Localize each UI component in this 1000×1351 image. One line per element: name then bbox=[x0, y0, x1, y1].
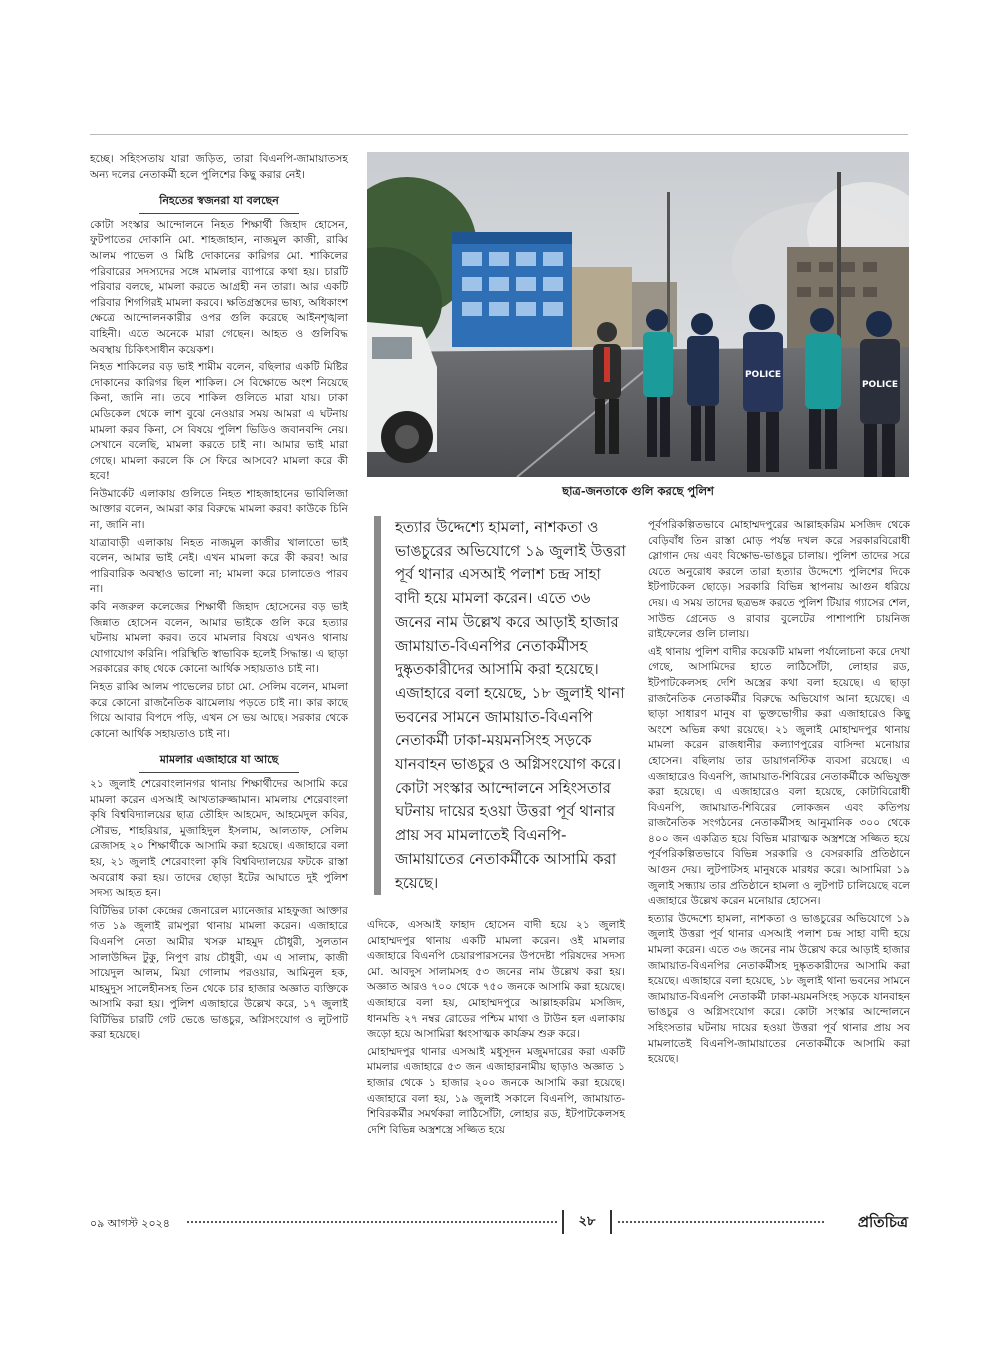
left-paragraph: বিটিভির ঢাকা কেন্দ্রের জেনারেল ম্যানেজার মাহফুজা আক্তার গত ১৯ জুলাই রামপুরা থানায় মামলা করেন। এজাহারে বিএনপি নেতা আমীর খসরু মাহমুদ চৌধুরী, সুলতান সালাউদ্দিন টুকু, নিপুণ রায় চৌধুরী, এম এ সালাম, কাজী সায়েদুল আলম, মিয়া গোলাম পরওয়ার, আমিনুল হক, মাহমুদুস সালেহীনসহ তিন থেকে চার হাজার অজ্ঞাত ব্যক্তিকে আসামি করা হয়। পুলিশ এজাহারে উল্লেখ করে, ১৭ জুলাই বিটিভির চারটি গেট ভেঙে ভাঙচুর, অগ্নিসংযোগ ও লুটপাট করা হয়েছে। bbox=[90, 904, 348, 1042]
middle-column bbox=[367, 918, 625, 1140]
subhead-underline bbox=[139, 213, 299, 214]
page-number: ২৮ bbox=[562, 1210, 612, 1234]
photo-caption: ছাত্র-জনতাকে গুলি করছে পুলিশ bbox=[562, 484, 714, 498]
left-paragraph: ২১ জুলাই শেরেবাংলানগর থানায় শিক্ষার্থীদের আসামি করে মামলা করেন এসআই আখতারুজ্জামান। মামলায় শেরেবাংলা কৃষি বিশ্ববিদ্যালয়ের ছাত্র তৌহিদ আহমেদ, আহমেদুল কবির, সৌরভ, শাহরিয়ার, মুজাহিদুল ইসলাম, আলতাফ, সেলিম রেজাসহ ২০ শিক্ষার্থীকে আসামি করা হয়েছে। এজাহারে বলা হয়, ২১ জুলাই শেরেবাংলা কৃষি বিশ্ববিদ্যালয়ের ফটকে রাস্তা অবরোধ করা হয়। তাদের ছোড়া ইটের আঘাতে দুই পুলিশ সদস্য আহত হন। bbox=[90, 777, 348, 900]
left-paragraph: নিহত শাকিলের বড় ভাই শামীম বলেন, বছিলার একটি মিষ্টির দোকানের কারিগর ছিল শাকিল। সে বিক্ষোভে অংশ নিয়েছে কিনা, জানি না। তবে শাকিল গুলিতে মারা যায়। ঢাকা মেডিকেল থেকে লাশ বুঝে নেওয়ার সময় আমরা এ ঘটনায় মামলা করব কিনা, সে বিষয়ে পুলিশ ভিডিও জবানবন্দি নেয়। সেখানে বলেছি, মামলা করতে চাই না। আমার ভাই মারা গেছে। মামলা করলে কি সে ফিরে আসবে? মামলা করে কী হবে! bbox=[90, 361, 348, 483]
left-paragraph: নিহত রাব্বি আলম পাভেলের চাচা মো. সেলিম বলেন, মামলা করে কোনো রাজনৈতিক ঝামেলায় পড়তে চাই না। কার কাছে গিয়ে আবার বিপদে পড়ি, এখন সে ভয় আছে। সরকার থেকে কোনো আর্থিক সহায়তাও চাই না। bbox=[90, 681, 348, 740]
right-paragraph: পূর্বপরিকল্পিতভাবে মোহাম্মদপুরের আল্লাহকরিম মসজিদ থেকে বেড়িবাঁধ তিন রাস্তা মোড় পর্যন্ত দখল করে সরকারবিরোধী স্লোগান দেয় এবং বিক্ষোভ-ভাঙচুর চালায়। পুলিশ তাদের সরে যেতে অনুরোধ করলে তারা হত্যার উদ্দেশ্যে পুলিশের দিকে ইটপাটকেল ছোড়ে। সরকারি বিভিন্ন স্থাপনায় আগুন ধরিয়ে দেয়। এ সময় তাদের ছত্রভঙ্গ করতে পুলিশ টিয়ার গ্যাসের শেল, সাউন্ড গ্রেনেড ও রাবার বুলেটের পাশাপাশি চায়নিজ রাইফেলের গুলি চালায়। bbox=[648, 519, 910, 641]
left-intro: হচ্ছে। সহিংসতায় যারা জড়িত, তারা বিএনপি-জামায়াতসহ অন্য দলের নেতাকর্মী হলে পুলিশের কিছু করার নেই। bbox=[90, 153, 348, 181]
top-rule bbox=[90, 134, 908, 135]
subhead-case-statement: মামলার এজাহারে যা আছে bbox=[159, 753, 279, 767]
left-paragraph: নিউমার্কেট এলাকায় গুলিতে নিহত শাহজাহানের ভাবিলিজা আক্তার বলেন, আমরা কার বিরুদ্ধে মামলা করব! কাউকে চিনি না, জানি না। bbox=[90, 487, 348, 532]
subhead-relatives: নিহতের স্বজনরা যা বলছেন bbox=[159, 194, 279, 208]
issue-date: ০৯ আগস্ট ২০২৪ bbox=[90, 1217, 170, 1230]
right-paragraph: এই থানায় পুলিশ বাদীর কয়েকটি মামলা পর্যালোচনা করে দেখা গেছে, আসামিদের হাতে লাঠিসোঁটা, লোহার রড, ইটপাটকেলসহ দেশি অস্ত্রের কথা বলা হয়েছে। এ ছাড়া রাজনৈতিক নেতাকর্মীর বিরুদ্ধে অভিযোগ আনা হয়েছে। এ ছাড়া সাধারণ মানুষ বা ভুক্তভোগীর করা এজাহারেও কিছু অংশে অভিন্ন কথা রয়েছে। ২১ জুলাই মোহাম্মদপুর থানায় মামলা করেন রাজধানীর কল্যাণপুরের বাসিন্দা মনোয়ার হোসেন। বছিলায় তার ডায়াগনস্টিক ব্যবসা রয়েছে। এ এজাহারেও বিএনপি, জামায়াত-শিবিরের নেতাকর্মীকে অভিযুক্ত করা হয়েছে। এ এজাহারেও বলা হয়েছে, কোটাবিরোধী বিএনপি, জামায়াত-শিবিরের লোকজন এবং কতিপয় রাজনৈতিক সংগঠনের নেতাকর্মীসহ আনুমানিক ৩০০ থেকে ৪০০ জন একত্রিত হয়ে বিভিন্ন মারাত্মক অস্ত্রশস্ত্রে সজ্জিত হয়ে পূর্বপরিকল্পিতভাবে বিভিন্ন সরকারি ও বেসরকারি প্রতিষ্ঠানে আগুন দেয়। লুটপাটসহ মানুষকে মারধর করে। আসামিরা ১৯ জুলাই সন্ধ্যায় তার প্রতিষ্ঠানে হামলা ও লুটপাট চালিয়েছে বলে এজাহারে উল্লেখ করেন মনোয়ার হোসেন। bbox=[648, 645, 910, 908]
publication-logo: প্রতিচিত্র bbox=[857, 1213, 908, 1231]
police-vest-label: POLICE bbox=[861, 380, 899, 390]
armored-vehicle bbox=[367, 322, 437, 463]
left-paragraph: যাত্রাবাড়ী এলাকায় নিহত নাজমুল কাজীর খালাতো ভাই বলেন, আমার ভাই নেই। এখন মামলা করে কী করব! আর পারিবারিক অবস্থাও ভালো না; মামলা করে চালাতেও পারব না। bbox=[90, 536, 348, 596]
news-photo bbox=[367, 152, 909, 477]
right-paragraph: হত্যার উদ্দেশ্যে হামলা, নাশকতা ও ভাঙচুরের অভিযোগে ১৯ জুলাই উত্তরা পূর্ব থানার এসআই পলাশ চন্দ্র সাহা বাদী হয়ে মামলা করেন। এতে ৩৬ জনের নাম উল্লেখ করে আড়াই হাজার জামায়াত-বিএনপির নেতাকর্মীসহ দুষ্কৃতকারীদের আসামি করা হয়েছে। এজাহারে বলা হয়েছে, ১৮ জুলাই থানা ভবনের সামনে জামায়াত-বিএনপি নেতাকর্মী ঢাকা-ময়মনসিংহ সড়কে যানবাহন ভাঙচুর ও অগ্নিসংযোগ করে। কোটা সংস্কার আন্দোলনে সহিংসতার ঘটনায় দায়ের হওয়া উত্তরা পূর্ব থানার প্রায় সব মামলাতেই বিএনপি-জামায়াতের নেতাকর্মীকে আসামি করা হয়েছে। bbox=[648, 912, 910, 1066]
footer-dotted-rule bbox=[187, 1221, 557, 1223]
pull-quote: হত্যার উদ্দেশ্যে হামলা, নাশকতা ও ভাঙচুরের অভিযোগে ১৯ জুলাই উত্তরা পূর্ব থানার এসআই পলাশ চন্দ্র সাহা বাদী হয়ে মামলা করেন। এতে ৩৬ জনের নাম উল্লেখ করে আড়াই হাজার জামায়াত-বিএনপির নেতাকর্মীসহ দুষ্কৃতকারীদের আসামি করা হয়েছে। এজাহারে বলা হয়েছে, ১৮ জুলাই থানা ভবনের সামনে জামায়াত-বিএনপি নেতাকর্মী ঢাকা-ময়মনসিংহ সড়কে যানবাহন ভাঙচুর ও অগ্নিসংযোগ করে। কোটা সংস্কার আন্দোলনে সহিংসতার ঘটনায় দায়ের হওয়া উত্তরা পূর্ব থানার প্রায় সব মামলাতেই বিএনপি-জামায়াতের নেতাকর্মীকে আসামি করা হয়েছে। bbox=[374, 516, 626, 895]
left-paragraph: কবি নজরুল কলেজের শিক্ষার্থী জিহাদ হোসেনের বড় ভাই জিন্নাত হোসেন বলেন, আমার ভাইকে গুলি করে হত্যার ঘটনায় মামলা করব। তবে মামলার বিষয়ে এখনও থানায় যোগাযোগ করিনি। পরিস্থিতি স্বাভাবিক হলেই সিদ্ধান্ত। এ ছাড়া সরকারের কাছ থেকে কোনো আর্থিক সহায়তাও চাই না। bbox=[90, 601, 348, 676]
middle-paragraph: মোহাম্মদপুর থানার এসআই মধুসূদন মজুমদারের করা একটি মামলার এজাহারে ৫৩ জন এজাহারনামীয় ছাড়াও অজ্ঞাত ১ হাজার থেকে ১ হাজার ২০০ জনকে আসামি করা হয়েছে। এজাহারে বলা হয়, ১৯ জুলাই সকালে বিএনপি, জামায়াত-শিবিরকর্মীর সমর্থকরা লাঠিসোঁটা, লোহার রড, ইটপাটকেলসহ দেশি বিভিন্ন অস্ত্রশস্ত্রে সজ্জিত হয়ে bbox=[367, 1045, 625, 1136]
footer-dotted-rule bbox=[618, 1221, 824, 1223]
middle-paragraph: এদিকে, এসআই ফাহাদ হোসেন বাদী হয়ে ২১ জুলাই মোহাম্মদপুর থানায় একটি মামলা করেন। ওই মামলার এজাহারে বিএনপি চেয়ারপারসনের উপদেষ্টা পরিষদের সদস্য মো. আবদুস সালামসহ ৫৩ জনের নাম উল্লেখ করা হয়। অজ্ঞাত আরও ৭০০ থেকে ৭৫০ জনকে আসামি করা হয়েছে। এজাহারে বলা হয়, মোহাম্মদপুরে আল্লাহকরিম মসজিদ, ধানমন্ডি ২৭ নম্বর রোডের পশ্চিম মাথা ও টাউন হল এলাকায় জড়ো হয়ে আসামিরা ধ্বংসাত্মক কার্যক্রম শুরু করে। bbox=[367, 919, 625, 1041]
left-paragraph: কোটা সংস্কার আন্দোলনে নিহত শিক্ষার্থী জিহাদ হোসেন, ফুটপাতের দোকানি মো. শাহজাহান, নাজমুল কাজী, রাব্বি আলম পাভেল ও মিষ্টি দোকানের কারিগর মো. শাকিলের পরিবারের সদস্যদের সঙ্গে মামলার ব্যাপারে কথা হয়। চারটি পরিবার বলছে, মামলা করতে আগ্রহী নন তারা। আর একটি পরিবার শিগগিরই মামলা করবে। ক্ষতিগ্রস্তদের ভাষ্য, অধিকাংশ ক্ষেত্রে আন্দোলনকারীর ওপর গুলি করেছে আইনশৃঙ্খলা বাহিনী। এতে অনেকে মারা গেছেন। আহত ও গুলিবিদ্ধ অবস্থায় চিকিৎসাধীন কয়েকশ। bbox=[90, 218, 348, 356]
police-vest-label: POLICE bbox=[744, 370, 782, 380]
subhead-underline bbox=[139, 772, 299, 773]
right-column bbox=[648, 518, 910, 1070]
left-column bbox=[90, 152, 348, 1046]
page-footer bbox=[90, 1213, 908, 1233]
